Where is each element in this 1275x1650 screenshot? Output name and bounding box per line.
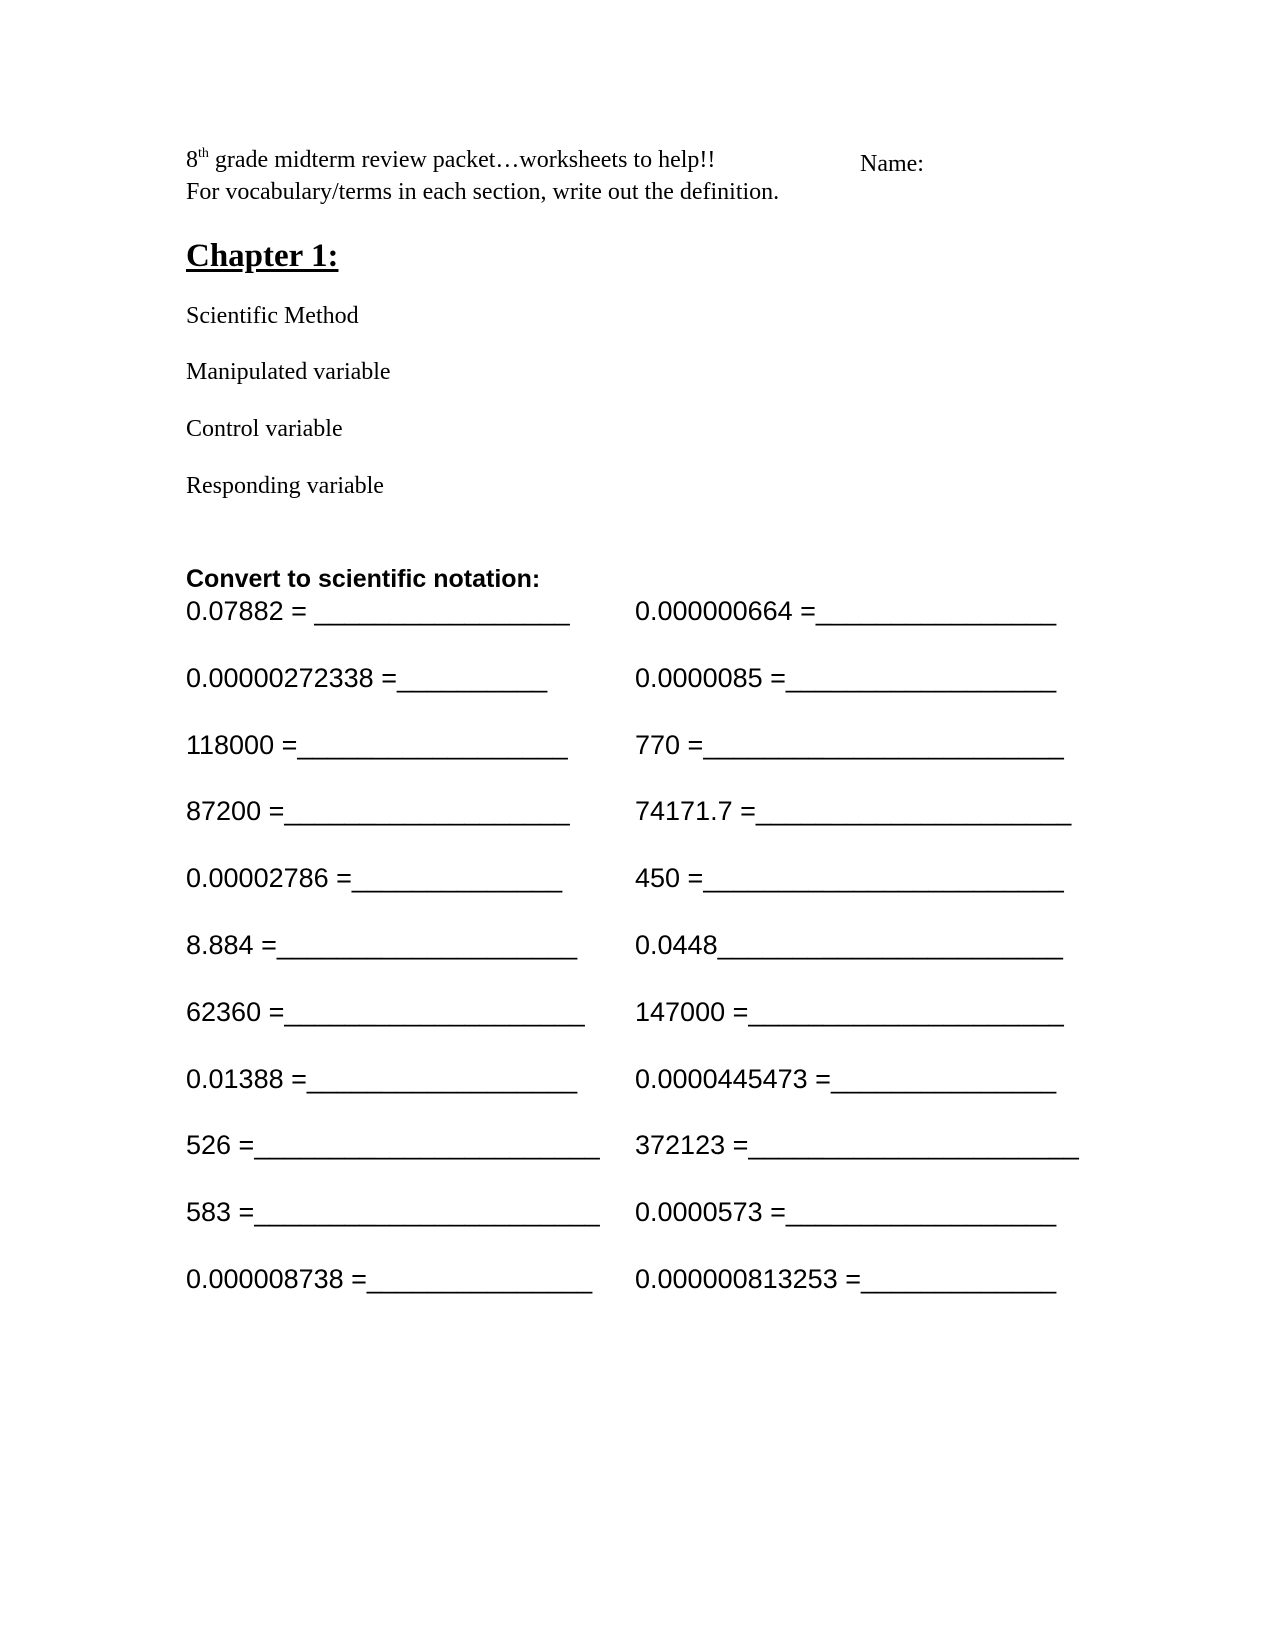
problem-left-1: 0.07882 = _________________ (186, 596, 570, 626)
term-responding-variable: Responding variable (186, 473, 384, 499)
problem-right-3: 770 =________________________ (635, 730, 1064, 760)
chapter-title: Chapter 1: (186, 238, 339, 274)
problem-right-2: 0.0000085 =__________________ (635, 663, 1057, 693)
term-control-variable: Control variable (186, 416, 343, 442)
problem-left-4: 87200 =___________________ (186, 796, 570, 826)
header-title (186, 146, 715, 178)
problem-right-8: 0.0000445473 =_______________ (635, 1064, 1057, 1094)
name-label: Name: (860, 151, 924, 177)
problem-right-5: 450 =________________________ (635, 863, 1064, 893)
conversion-section-title: Convert to scientific notation: (186, 565, 541, 593)
problem-left-7: 62360 =____________________ (186, 997, 585, 1027)
problem-right-10: 0.0000573 =__________________ (635, 1197, 1057, 1227)
term-scientific-method: Scientific Method (186, 303, 359, 329)
problem-left-11: 0.000008738 =_______________ (186, 1264, 593, 1294)
problem-left-10: 583 =_______________________ (186, 1197, 600, 1227)
problem-right-7: 147000 =_____________________ (635, 997, 1064, 1027)
problem-right-4: 74171.7 =_____________________ (635, 796, 1072, 826)
term-manipulated-variable: Manipulated variable (186, 359, 391, 385)
problem-left-3: 118000 =__________________ (186, 730, 568, 760)
problem-right-1: 0.000000664 =________________ (635, 596, 1057, 626)
problem-right-6: 0.0448_______________________ (635, 930, 1063, 960)
problem-left-2: 0.00000272338 =__________ (186, 663, 548, 693)
problem-left-6: 8.884 =____________________ (186, 930, 578, 960)
grade-number: 8 (186, 147, 198, 173)
problem-right-9: 372123 =______________________ (635, 1130, 1079, 1160)
header-title-text: grade midterm review packet…worksheets to help!! (208, 147, 716, 173)
problem-left-5: 0.00002786 =______________ (186, 863, 563, 893)
instructions: For vocabulary/terms in each section, write out the definition. (186, 179, 780, 205)
grade-suffix: th (198, 146, 209, 161)
problem-left-9: 526 =_______________________ (186, 1130, 600, 1160)
problem-left-8: 0.01388 =__________________ (186, 1064, 578, 1094)
problem-right-11: 0.000000813253 =_____________ (635, 1264, 1057, 1294)
